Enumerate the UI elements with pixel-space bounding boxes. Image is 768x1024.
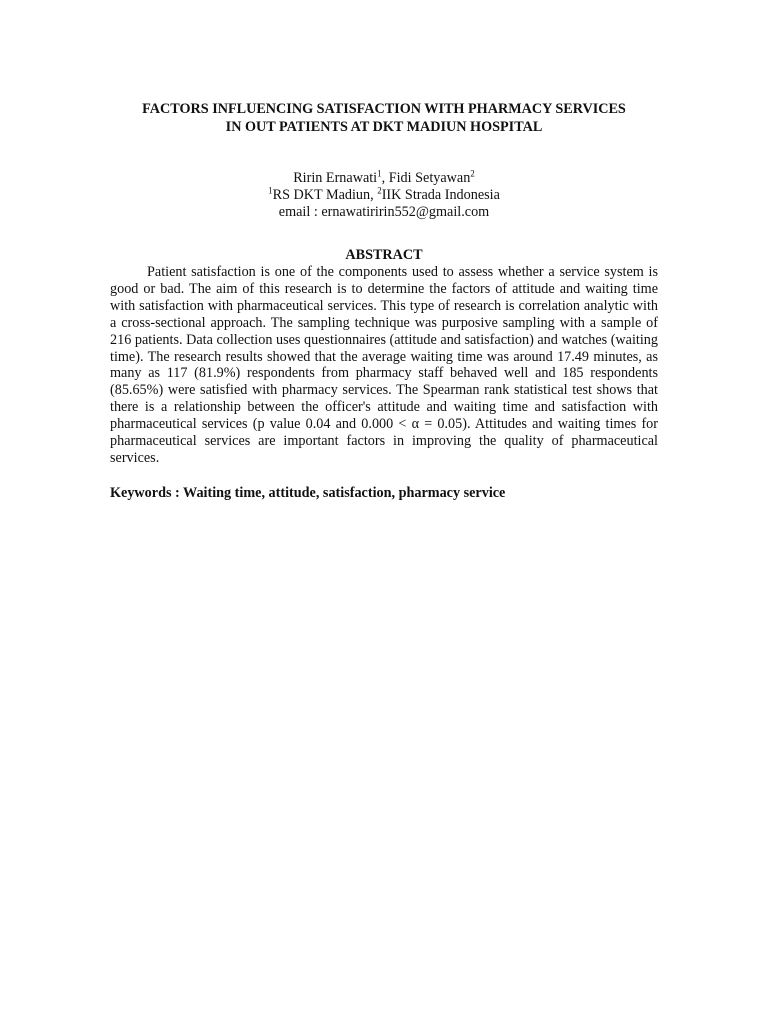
paper-page: [110, 100, 658, 502]
email-line: email : ernawatiririn552@gmail.com: [278, 204, 490, 220]
author-2-name: Fidi Setyawan: [388, 170, 471, 186]
abstract-heading: ABSTRACT: [345, 247, 423, 263]
authors-block: [110, 170, 658, 221]
author-separator: ,: [381, 170, 389, 186]
affiliation-2-sup: 2: [377, 185, 382, 196]
abstract-body: Patient satisfaction is one of the components used to assess whether a service system is good or bad. The aim of this research is to determine the factors of attitude and waiting time with satisfaction with pharmaceutical services. This type of research is correlation analytic with a cross-sectional approach. The sampling technique was purposive sampling with a sample of 216 patients. Data collection uses questionnaires (attitude and satisfaction) and watches (waiting time). The research results showed that the average waiting time was around 17.49 minutes, as many as 117 (81.9%) respondents from pharmacy staff behaved well and 185 respondents (85.65%) were satisfied with pharmacy services. The Spearman rank statistical test shows that there is a relationship between the officer's attitude and waiting time and satisfaction with pharmaceutical services (p value 0.04 and 0.000 < α = 0.05). Attitudes and waiting times for pharmaceutical services are important factors in improving the quality of pharmaceutical services.: [110, 264, 658, 466]
keywords-line: Keywords : Waiting time, attitude, satisfaction, pharmacy service: [110, 484, 506, 501]
author-line: [110, 170, 658, 187]
affiliation-line: [110, 187, 658, 204]
paper-title: [110, 100, 658, 136]
title-line-2: IN OUT PATIENTS AT DKT MADIUN HOSPITAL: [225, 119, 543, 135]
affiliation-1-text: RS DKT Madiun,: [272, 187, 378, 203]
author-1-name: Ririn Ernawati: [293, 170, 378, 186]
affiliation-1-sup: 1: [268, 185, 273, 196]
author-1-sup: 1: [377, 168, 382, 179]
affiliation-2-text: IIK Strada Indonesia: [381, 187, 500, 203]
author-2-sup: 2: [470, 168, 475, 179]
title-line-1: FACTORS INFLUENCING SATISFACTION WITH PHARMACY SERVICES: [142, 101, 626, 117]
